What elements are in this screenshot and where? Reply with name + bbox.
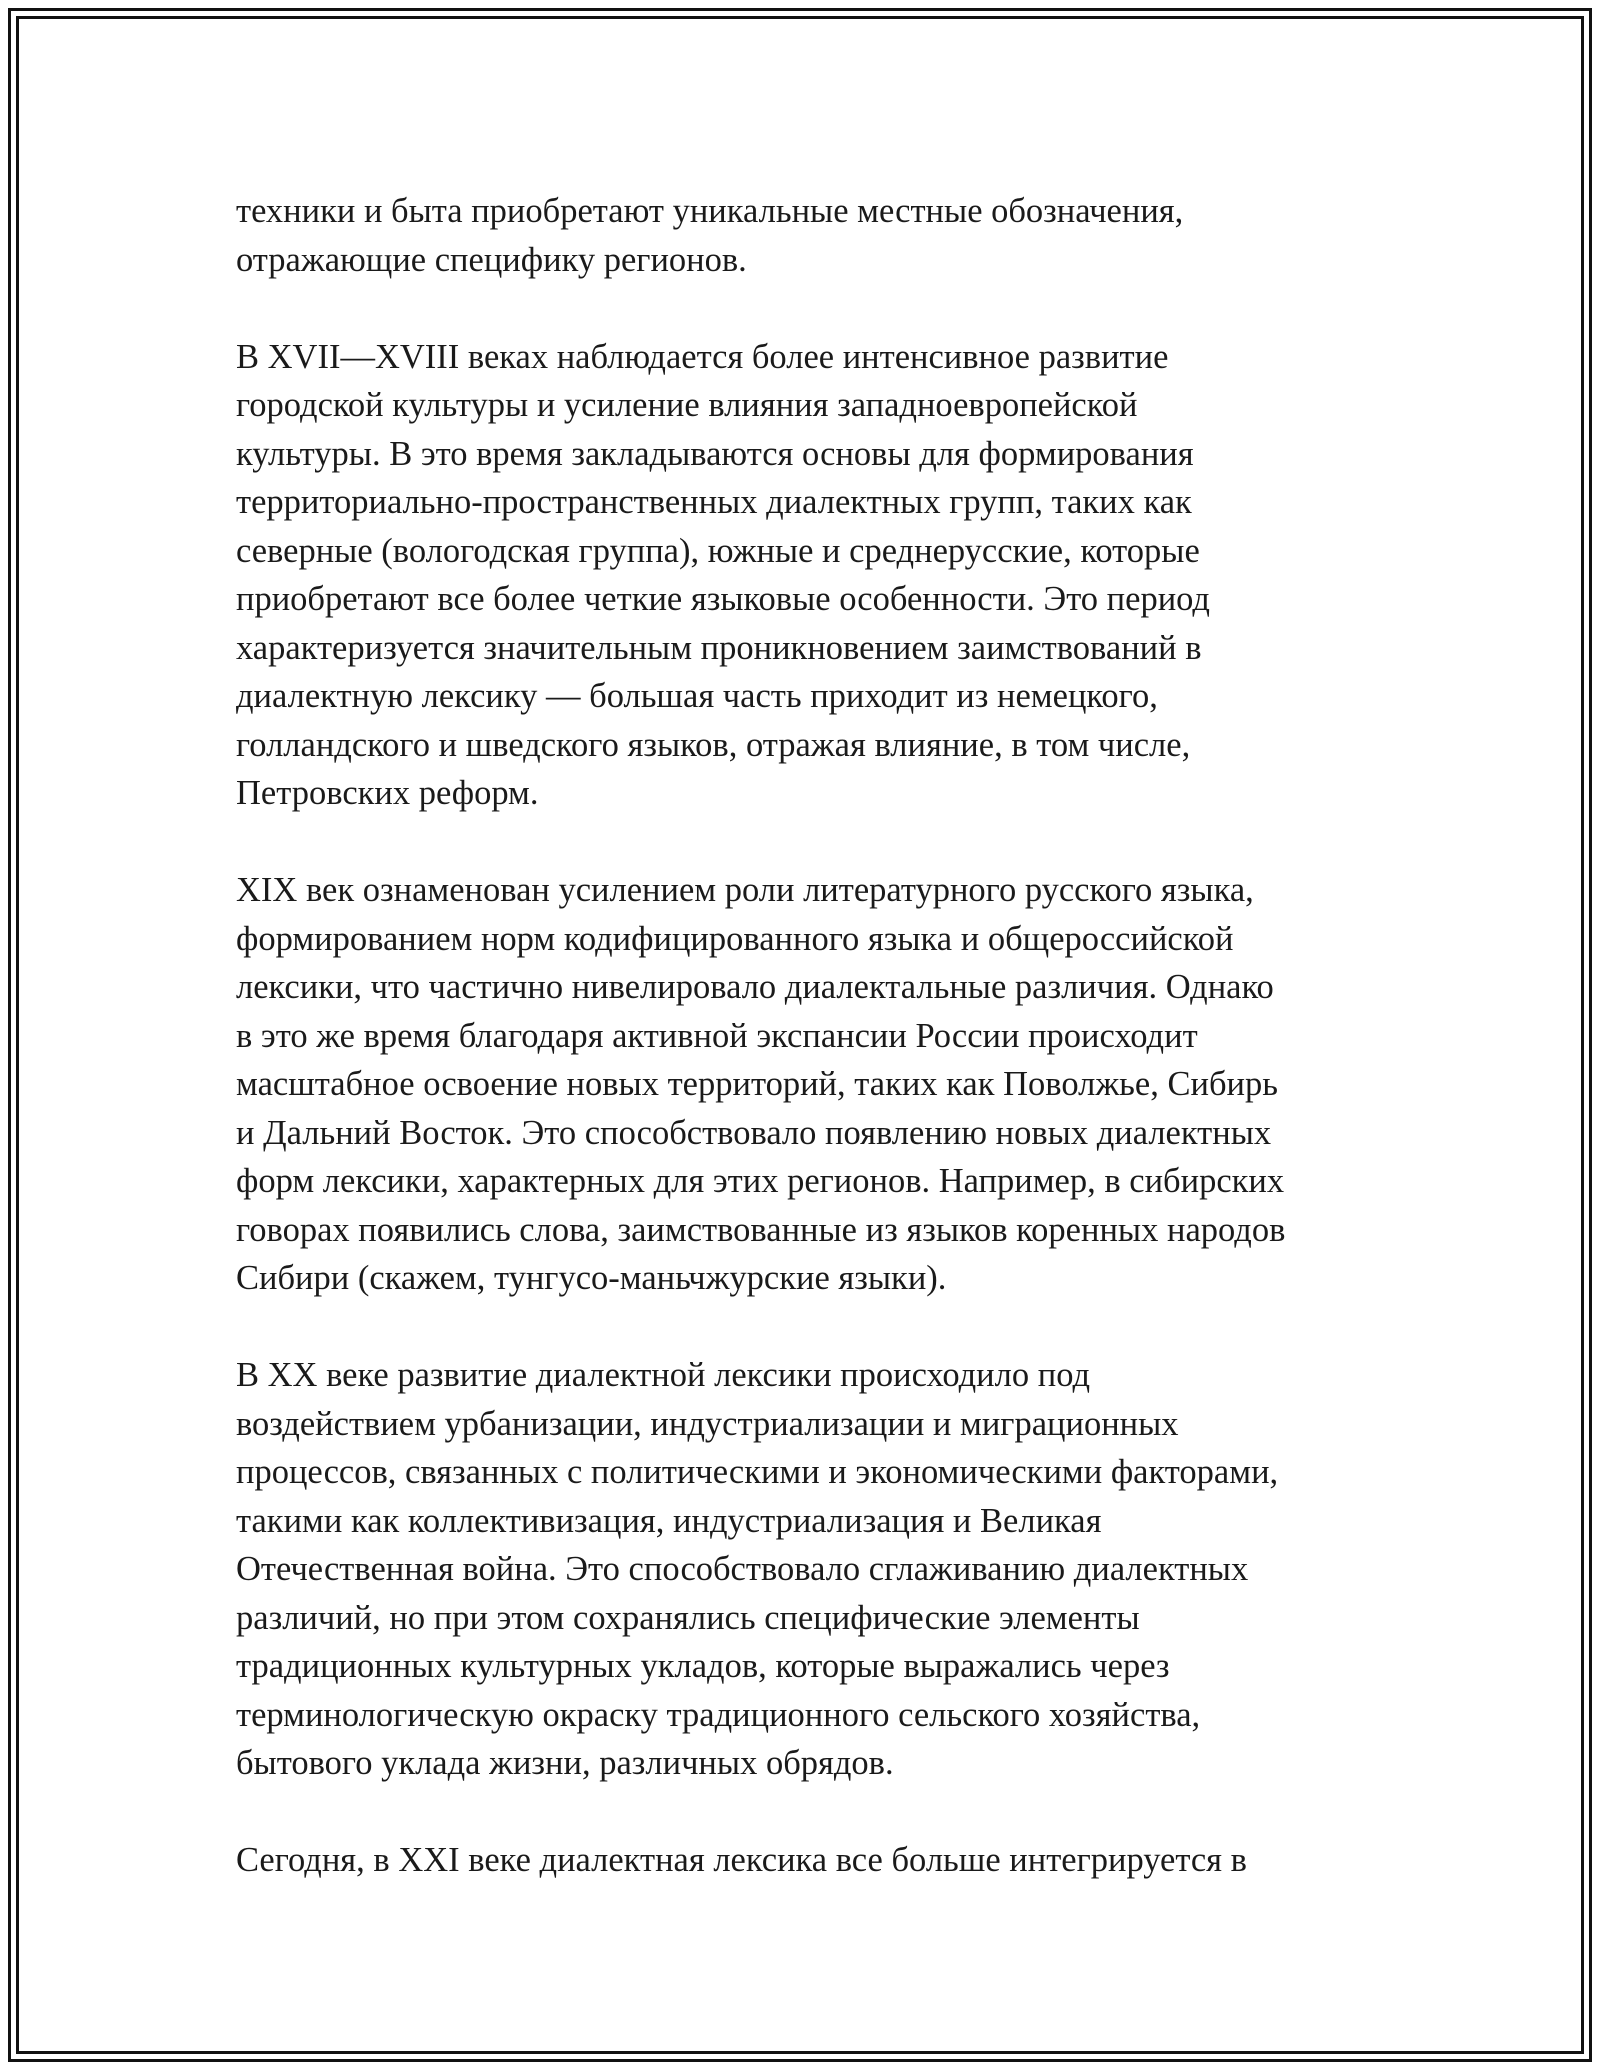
paragraph <box>236 187 1436 284</box>
text-line: традиционных культурных укладов, которые выражались через <box>236 1647 1170 1685</box>
text-line: голландского и шведского языков, отражая влияние, в том числе, <box>236 725 1191 764</box>
text-line: лексики, что частично нивелировало диалектальные различия. Однако <box>236 968 1274 1006</box>
text-line: Сибири (скажем, тунгусо-маньчжурские языки). <box>236 1259 947 1297</box>
paragraph <box>236 866 1436 1303</box>
text-line: В XVII—XVIII веках наблюдается более интенсивное развитие <box>236 337 1169 376</box>
text-line: в это же время благодаря активной экспансии России происходит <box>236 1016 1198 1055</box>
text-line: воздействием урбанизации, индустриализации и миграционных <box>236 1404 1179 1443</box>
text-line: говорах появились слова, заимствованные из языков коренных народов <box>236 1210 1286 1249</box>
text-line: территориально-пространственных диалектных групп, таких как <box>236 483 1192 521</box>
text-line: северные (вологодская группа), южные и среднерусские, которые <box>236 531 1200 570</box>
text-line: Петровских реформ. <box>236 774 539 812</box>
text-line: Отечественная война. Это способствовало сглаживанию диалектных <box>236 1550 1249 1588</box>
document-text <box>236 187 1436 1933</box>
text-line: процессов, связанных с политическими и экономическими факторами, <box>236 1453 1279 1491</box>
text-line: различий, но при этом сохранялись специфические элементы <box>236 1598 1140 1637</box>
text-line: бытового уклада жизни, различных обрядов. <box>236 1744 894 1782</box>
text-line: городской культуры и усиление влияния западноевропейской <box>236 386 1138 424</box>
text-line: характеризуется значительным проникновением заимствований в <box>236 628 1202 667</box>
text-line: формированием норм кодифицированного языка и общероссийской <box>236 919 1234 958</box>
text-line: техники и быта приобретают уникальные местные обозначения, <box>236 192 1184 230</box>
paragraph <box>236 1351 1436 1788</box>
text-line: В XX веке развитие диалектной лексики происходило под <box>236 1356 1091 1394</box>
paragraph <box>236 333 1436 818</box>
text-line: и Дальний Восток. Это способствовало появлению новых диалектных <box>236 1113 1272 1152</box>
text-line: такими как коллективизация, индустриализация и Великая <box>236 1501 1102 1540</box>
text-line: терминологическую окраску традиционного сельского хозяйства, <box>236 1695 1201 1734</box>
text-line: масштабное освоение новых территорий, таких как Поволжье, Сибирь <box>236 1065 1278 1103</box>
text-line: форм лексики, характерных для этих регионов. Например, в сибирских <box>236 1162 1285 1200</box>
paragraph <box>236 1836 1436 1885</box>
text-line: диалектную лексику — большая часть приходит из немецкого, <box>236 677 1158 715</box>
text-line: Сегодня, в XXI веке диалектная лексика все больше интегрируется в <box>236 1841 1247 1879</box>
text-line: XIX век ознаменован усилением роли литературного русского языка, <box>236 871 1254 909</box>
text-line: культуры. В это время закладываются основы для формирования <box>236 434 1194 473</box>
text-line: приобретают все более четкие языковые особенности. Это период <box>236 580 1210 618</box>
text-line: отражающие специфику регионов. <box>236 240 747 279</box>
